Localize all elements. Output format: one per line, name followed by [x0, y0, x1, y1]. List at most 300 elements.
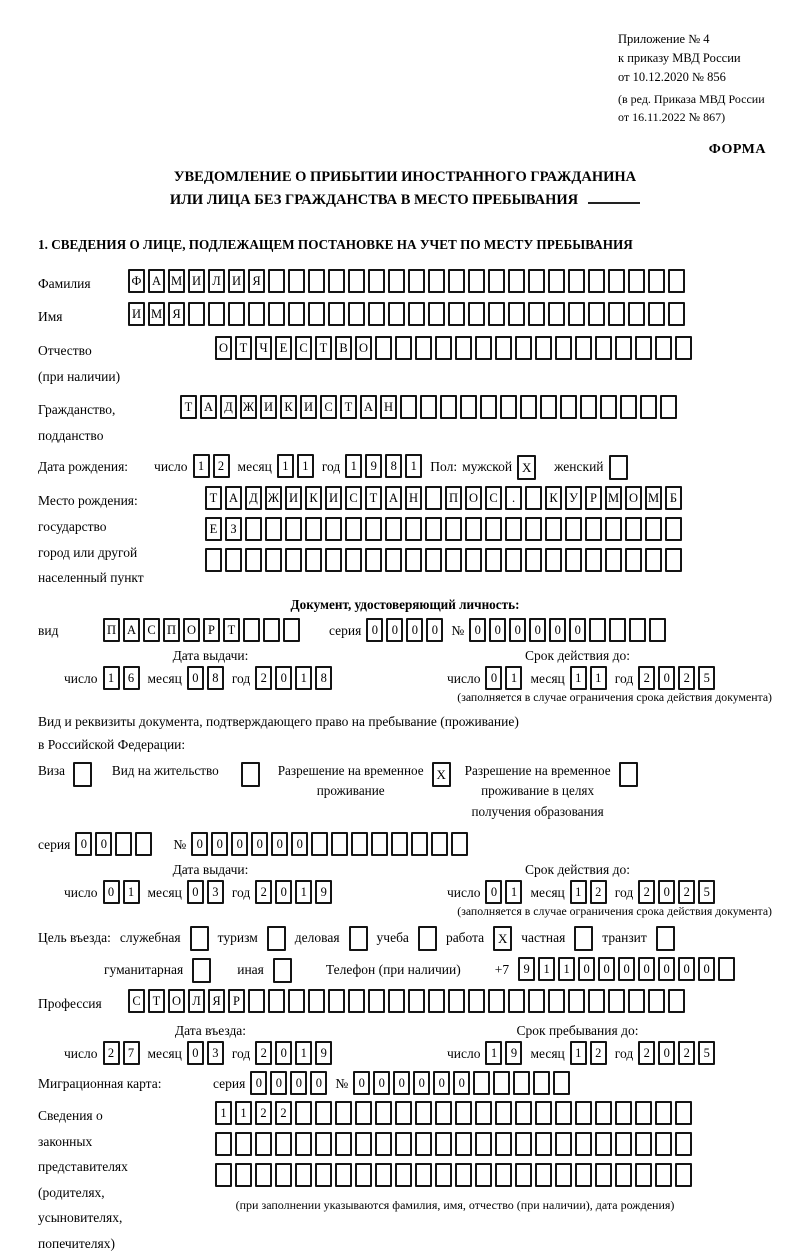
- char-cell[interactable]: [445, 548, 462, 572]
- doc-number-input[interactable]: [469, 618, 669, 642]
- char-cell[interactable]: [308, 302, 325, 326]
- issue-year-input[interactable]: [255, 666, 335, 690]
- char-cell[interactable]: [485, 548, 502, 572]
- char-cell[interactable]: [331, 832, 348, 856]
- char-cell[interactable]: [205, 548, 222, 572]
- char-cell[interactable]: 2: [590, 880, 607, 904]
- char-cell[interactable]: 0: [275, 1041, 292, 1065]
- char-cell[interactable]: [545, 548, 562, 572]
- char-cell[interactable]: Р: [203, 618, 220, 642]
- stay-day-input[interactable]: [485, 1041, 525, 1065]
- char-cell[interactable]: Ч: [255, 336, 272, 360]
- char-cell[interactable]: Т: [315, 336, 332, 360]
- char-cell[interactable]: [385, 548, 402, 572]
- char-cell[interactable]: [208, 302, 225, 326]
- char-cell[interactable]: 9: [315, 880, 332, 904]
- char-cell[interactable]: 8: [385, 454, 402, 478]
- char-cell[interactable]: [395, 1163, 412, 1187]
- representatives-line1-input[interactable]: [215, 1101, 695, 1125]
- char-cell[interactable]: 8: [315, 666, 332, 690]
- char-cell[interactable]: 0: [485, 880, 502, 904]
- char-cell[interactable]: [455, 1132, 472, 1156]
- char-cell[interactable]: С: [128, 989, 145, 1013]
- char-cell[interactable]: [513, 1071, 530, 1095]
- char-cell[interactable]: 0: [598, 957, 615, 981]
- char-cell[interactable]: [405, 517, 422, 541]
- char-cell[interactable]: [608, 269, 625, 293]
- char-cell[interactable]: [315, 1101, 332, 1125]
- birth-month-input[interactable]: [277, 454, 317, 478]
- char-cell[interactable]: Т: [365, 486, 382, 510]
- issue-month-input[interactable]: [187, 880, 227, 904]
- char-cell[interactable]: 9: [365, 454, 382, 478]
- char-cell[interactable]: Б: [665, 486, 682, 510]
- char-cell[interactable]: 2: [255, 1041, 272, 1065]
- char-cell[interactable]: [640, 395, 657, 419]
- char-cell[interactable]: [665, 517, 682, 541]
- char-cell[interactable]: [275, 1163, 292, 1187]
- char-cell[interactable]: 2: [255, 880, 272, 904]
- char-cell[interactable]: [508, 989, 525, 1013]
- char-cell[interactable]: И: [188, 269, 205, 293]
- char-cell[interactable]: Е: [275, 336, 292, 360]
- char-cell[interactable]: 0: [678, 957, 695, 981]
- char-cell[interactable]: 2: [255, 1101, 272, 1125]
- char-cell[interactable]: [553, 1071, 570, 1095]
- char-cell[interactable]: Т: [340, 395, 357, 419]
- char-cell[interactable]: [625, 517, 642, 541]
- char-cell[interactable]: [345, 517, 362, 541]
- char-cell[interactable]: [460, 395, 477, 419]
- char-cell[interactable]: [431, 832, 448, 856]
- char-cell[interactable]: А: [148, 269, 165, 293]
- char-cell[interactable]: [520, 395, 537, 419]
- char-cell[interactable]: [420, 395, 437, 419]
- visa-checkbox[interactable]: [73, 762, 92, 787]
- char-cell[interactable]: [388, 269, 405, 293]
- char-cell[interactable]: 0: [453, 1071, 470, 1095]
- char-cell[interactable]: [473, 1071, 490, 1095]
- char-cell[interactable]: 2: [678, 666, 695, 690]
- char-cell[interactable]: 0: [386, 618, 403, 642]
- char-cell[interactable]: 2: [678, 880, 695, 904]
- char-cell[interactable]: 1: [103, 666, 120, 690]
- char-cell[interactable]: [488, 302, 505, 326]
- char-cell[interactable]: [545, 517, 562, 541]
- char-cell[interactable]: Д: [245, 486, 262, 510]
- char-cell[interactable]: [345, 548, 362, 572]
- char-cell[interactable]: Н: [405, 486, 422, 510]
- char-cell[interactable]: [335, 1101, 352, 1125]
- char-cell[interactable]: [328, 269, 345, 293]
- char-cell[interactable]: 0: [211, 832, 228, 856]
- char-cell[interactable]: [565, 548, 582, 572]
- char-cell[interactable]: [235, 1163, 252, 1187]
- char-cell[interactable]: [468, 989, 485, 1013]
- char-cell[interactable]: Н: [380, 395, 397, 419]
- char-cell[interactable]: [588, 269, 605, 293]
- char-cell[interactable]: [655, 336, 672, 360]
- char-cell[interactable]: [115, 832, 132, 856]
- purpose-official-checkbox[interactable]: [190, 926, 209, 951]
- char-cell[interactable]: 1: [345, 454, 362, 478]
- char-cell[interactable]: [328, 989, 345, 1013]
- char-cell[interactable]: [488, 269, 505, 293]
- char-cell[interactable]: 0: [433, 1071, 450, 1095]
- char-cell[interactable]: [535, 1163, 552, 1187]
- char-cell[interactable]: П: [103, 618, 120, 642]
- char-cell[interactable]: 8: [207, 666, 224, 690]
- char-cell[interactable]: [668, 989, 685, 1013]
- char-cell[interactable]: [375, 1163, 392, 1187]
- issue-month-input[interactable]: [187, 666, 227, 690]
- char-cell[interactable]: [568, 269, 585, 293]
- char-cell[interactable]: 5: [698, 1041, 715, 1065]
- char-cell[interactable]: Т: [148, 989, 165, 1013]
- char-cell[interactable]: 2: [638, 1041, 655, 1065]
- char-cell[interactable]: [415, 336, 432, 360]
- char-cell[interactable]: [408, 269, 425, 293]
- char-cell[interactable]: [609, 618, 626, 642]
- char-cell[interactable]: 1: [295, 1041, 312, 1065]
- char-cell[interactable]: [628, 302, 645, 326]
- char-cell[interactable]: 1: [505, 880, 522, 904]
- char-cell[interactable]: [648, 302, 665, 326]
- char-cell[interactable]: [268, 269, 285, 293]
- char-cell[interactable]: 0: [250, 1071, 267, 1095]
- char-cell[interactable]: [515, 336, 532, 360]
- expiry-month-input[interactable]: [570, 880, 610, 904]
- char-cell[interactable]: 2: [213, 454, 230, 478]
- char-cell[interactable]: [315, 1132, 332, 1156]
- residence-permit-checkbox[interactable]: [241, 762, 260, 787]
- char-cell[interactable]: 7: [123, 1041, 140, 1065]
- char-cell[interactable]: [628, 269, 645, 293]
- char-cell[interactable]: [655, 1132, 672, 1156]
- char-cell[interactable]: 1: [405, 454, 422, 478]
- patronymic-input[interactable]: [215, 336, 695, 360]
- char-cell[interactable]: 0: [413, 1071, 430, 1095]
- char-cell[interactable]: М: [605, 486, 622, 510]
- male-checkbox[interactable]: X: [517, 455, 536, 480]
- char-cell[interactable]: [295, 1101, 312, 1125]
- char-cell[interactable]: [475, 1163, 492, 1187]
- char-cell[interactable]: 5: [698, 880, 715, 904]
- char-cell[interactable]: [263, 618, 280, 642]
- char-cell[interactable]: [325, 517, 342, 541]
- char-cell[interactable]: 2: [590, 1041, 607, 1065]
- char-cell[interactable]: П: [445, 486, 462, 510]
- char-cell[interactable]: [485, 517, 502, 541]
- char-cell[interactable]: [588, 302, 605, 326]
- char-cell[interactable]: [275, 1132, 292, 1156]
- char-cell[interactable]: [575, 1101, 592, 1125]
- purpose-study-checkbox[interactable]: [418, 926, 437, 951]
- char-cell[interactable]: Ж: [240, 395, 257, 419]
- char-cell[interactable]: [565, 517, 582, 541]
- char-cell[interactable]: [325, 548, 342, 572]
- char-cell[interactable]: Д: [220, 395, 237, 419]
- char-cell[interactable]: Т: [223, 618, 240, 642]
- char-cell[interactable]: [243, 618, 260, 642]
- char-cell[interactable]: 0: [310, 1071, 327, 1095]
- char-cell[interactable]: 2: [103, 1041, 120, 1065]
- char-cell[interactable]: В: [335, 336, 352, 360]
- char-cell[interactable]: [235, 1132, 252, 1156]
- char-cell[interactable]: 0: [509, 618, 526, 642]
- char-cell[interactable]: [415, 1101, 432, 1125]
- char-cell[interactable]: [451, 832, 468, 856]
- char-cell[interactable]: [435, 1101, 452, 1125]
- char-cell[interactable]: [428, 269, 445, 293]
- birth-day-input[interactable]: [193, 454, 233, 478]
- char-cell[interactable]: [248, 989, 265, 1013]
- char-cell[interactable]: О: [215, 336, 232, 360]
- entry-month-input[interactable]: [187, 1041, 227, 1065]
- char-cell[interactable]: 1: [215, 1101, 232, 1125]
- char-cell[interactable]: [675, 1163, 692, 1187]
- char-cell[interactable]: [675, 1132, 692, 1156]
- char-cell[interactable]: 2: [638, 666, 655, 690]
- char-cell[interactable]: [288, 269, 305, 293]
- char-cell[interactable]: [135, 832, 152, 856]
- char-cell[interactable]: [248, 302, 265, 326]
- char-cell[interactable]: З: [225, 517, 242, 541]
- issue-year-input[interactable]: [255, 880, 335, 904]
- char-cell[interactable]: [375, 1101, 392, 1125]
- char-cell[interactable]: [405, 548, 422, 572]
- char-cell[interactable]: 0: [366, 618, 383, 642]
- char-cell[interactable]: [468, 302, 485, 326]
- char-cell[interactable]: [415, 1163, 432, 1187]
- char-cell[interactable]: [428, 302, 445, 326]
- char-cell[interactable]: [285, 548, 302, 572]
- char-cell[interactable]: [408, 989, 425, 1013]
- char-cell[interactable]: [675, 336, 692, 360]
- stay-year-input[interactable]: [638, 1041, 718, 1065]
- char-cell[interactable]: 1: [485, 1041, 502, 1065]
- char-cell[interactable]: [435, 1163, 452, 1187]
- char-cell[interactable]: [268, 989, 285, 1013]
- char-cell[interactable]: [355, 1101, 372, 1125]
- purpose-business-checkbox[interactable]: [349, 926, 368, 951]
- char-cell[interactable]: [445, 517, 462, 541]
- char-cell[interactable]: [533, 1071, 550, 1095]
- char-cell[interactable]: [585, 548, 602, 572]
- char-cell[interactable]: [435, 1132, 452, 1156]
- stay-month-input[interactable]: [570, 1041, 610, 1065]
- char-cell[interactable]: О: [355, 336, 372, 360]
- char-cell[interactable]: 1: [193, 454, 210, 478]
- char-cell[interactable]: [375, 336, 392, 360]
- char-cell[interactable]: [375, 1132, 392, 1156]
- char-cell[interactable]: [428, 989, 445, 1013]
- char-cell[interactable]: 0: [231, 832, 248, 856]
- doc-series-input[interactable]: [366, 618, 446, 642]
- char-cell[interactable]: [315, 1163, 332, 1187]
- char-cell[interactable]: [475, 1101, 492, 1125]
- char-cell[interactable]: 0: [270, 1071, 287, 1095]
- char-cell[interactable]: [385, 517, 402, 541]
- char-cell[interactable]: [535, 1101, 552, 1125]
- char-cell[interactable]: [508, 269, 525, 293]
- char-cell[interactable]: [395, 1132, 412, 1156]
- char-cell[interactable]: 0: [658, 880, 675, 904]
- char-cell[interactable]: [228, 302, 245, 326]
- char-cell[interactable]: 0: [75, 832, 92, 856]
- char-cell[interactable]: [388, 989, 405, 1013]
- char-cell[interactable]: [589, 618, 606, 642]
- char-cell[interactable]: [540, 395, 557, 419]
- char-cell[interactable]: 0: [373, 1071, 390, 1095]
- char-cell[interactable]: [400, 395, 417, 419]
- char-cell[interactable]: [718, 957, 735, 981]
- rvp-checkbox[interactable]: X: [432, 762, 451, 787]
- char-cell[interactable]: [425, 517, 442, 541]
- char-cell[interactable]: С: [345, 486, 362, 510]
- issue-day-input[interactable]: [103, 880, 143, 904]
- char-cell[interactable]: О: [625, 486, 642, 510]
- char-cell[interactable]: [655, 1163, 672, 1187]
- char-cell[interactable]: 1: [505, 666, 522, 690]
- char-cell[interactable]: [493, 1071, 510, 1095]
- expiry-year-input[interactable]: [638, 880, 718, 904]
- char-cell[interactable]: [311, 832, 328, 856]
- char-cell[interactable]: [285, 517, 302, 541]
- char-cell[interactable]: [335, 1163, 352, 1187]
- char-cell[interactable]: 0: [275, 880, 292, 904]
- representatives-line3-input[interactable]: [215, 1163, 695, 1187]
- char-cell[interactable]: [668, 269, 685, 293]
- char-cell[interactable]: М: [148, 302, 165, 326]
- char-cell[interactable]: [528, 269, 545, 293]
- char-cell[interactable]: [580, 395, 597, 419]
- char-cell[interactable]: 1: [570, 1041, 587, 1065]
- char-cell[interactable]: А: [360, 395, 377, 419]
- char-cell[interactable]: [455, 336, 472, 360]
- char-cell[interactable]: И: [228, 269, 245, 293]
- char-cell[interactable]: [555, 336, 572, 360]
- char-cell[interactable]: [575, 336, 592, 360]
- char-cell[interactable]: 9: [518, 957, 535, 981]
- char-cell[interactable]: [335, 1132, 352, 1156]
- char-cell[interactable]: 6: [123, 666, 140, 690]
- char-cell[interactable]: Я: [168, 302, 185, 326]
- char-cell[interactable]: Т: [205, 486, 222, 510]
- char-cell[interactable]: [585, 517, 602, 541]
- char-cell[interactable]: [668, 302, 685, 326]
- char-cell[interactable]: И: [128, 302, 145, 326]
- char-cell[interactable]: 0: [569, 618, 586, 642]
- char-cell[interactable]: [665, 548, 682, 572]
- char-cell[interactable]: [628, 989, 645, 1013]
- char-cell[interactable]: 0: [485, 666, 502, 690]
- char-cell[interactable]: [595, 1163, 612, 1187]
- char-cell[interactable]: [288, 989, 305, 1013]
- char-cell[interactable]: М: [168, 269, 185, 293]
- char-cell[interactable]: [615, 336, 632, 360]
- char-cell[interactable]: 0: [291, 832, 308, 856]
- char-cell[interactable]: [615, 1132, 632, 1156]
- char-cell[interactable]: [368, 302, 385, 326]
- purpose-other-checkbox[interactable]: [273, 958, 292, 983]
- char-cell[interactable]: [648, 269, 665, 293]
- char-cell[interactable]: [525, 517, 542, 541]
- char-cell[interactable]: [620, 395, 637, 419]
- char-cell[interactable]: [255, 1132, 272, 1156]
- char-cell[interactable]: Л: [188, 989, 205, 1013]
- char-cell[interactable]: [660, 395, 677, 419]
- char-cell[interactable]: [568, 989, 585, 1013]
- char-cell[interactable]: [608, 989, 625, 1013]
- char-cell[interactable]: [295, 1163, 312, 1187]
- char-cell[interactable]: 0: [698, 957, 715, 981]
- entry-day-input[interactable]: [103, 1041, 143, 1065]
- char-cell[interactable]: [480, 395, 497, 419]
- birth-year-input[interactable]: [345, 454, 425, 478]
- char-cell[interactable]: [455, 1101, 472, 1125]
- char-cell[interactable]: [448, 989, 465, 1013]
- char-cell[interactable]: [605, 517, 622, 541]
- char-cell[interactable]: .: [505, 486, 522, 510]
- purpose-private-checkbox[interactable]: [574, 926, 593, 951]
- char-cell[interactable]: 9: [315, 1041, 332, 1065]
- char-cell[interactable]: 0: [353, 1071, 370, 1095]
- char-cell[interactable]: [515, 1132, 532, 1156]
- char-cell[interactable]: [455, 1163, 472, 1187]
- char-cell[interactable]: [348, 269, 365, 293]
- char-cell[interactable]: [555, 1163, 572, 1187]
- char-cell[interactable]: [515, 1163, 532, 1187]
- citizenship-input[interactable]: [180, 395, 680, 419]
- migration-series-input[interactable]: [250, 1071, 330, 1095]
- char-cell[interactable]: 0: [393, 1071, 410, 1095]
- char-cell[interactable]: [495, 336, 512, 360]
- char-cell[interactable]: К: [280, 395, 297, 419]
- issue-day-input[interactable]: [103, 666, 143, 690]
- char-cell[interactable]: [645, 517, 662, 541]
- char-cell[interactable]: 0: [103, 880, 120, 904]
- char-cell[interactable]: [391, 832, 408, 856]
- char-cell[interactable]: 0: [489, 618, 506, 642]
- char-cell[interactable]: М: [645, 486, 662, 510]
- birthplace-line1-input[interactable]: [205, 486, 685, 510]
- char-cell[interactable]: [505, 548, 522, 572]
- residence-number-input[interactable]: [191, 832, 471, 856]
- char-cell[interactable]: [495, 1163, 512, 1187]
- char-cell[interactable]: [305, 548, 322, 572]
- char-cell[interactable]: 0: [549, 618, 566, 642]
- char-cell[interactable]: [505, 517, 522, 541]
- char-cell[interactable]: 1: [570, 880, 587, 904]
- char-cell[interactable]: [415, 1132, 432, 1156]
- char-cell[interactable]: [435, 336, 452, 360]
- char-cell[interactable]: 0: [426, 618, 443, 642]
- char-cell[interactable]: [548, 989, 565, 1013]
- char-cell[interactable]: И: [260, 395, 277, 419]
- char-cell[interactable]: 1: [235, 1101, 252, 1125]
- char-cell[interactable]: 1: [295, 880, 312, 904]
- char-cell[interactable]: [288, 302, 305, 326]
- char-cell[interactable]: [283, 618, 300, 642]
- char-cell[interactable]: [245, 548, 262, 572]
- char-cell[interactable]: [408, 302, 425, 326]
- doc-kind-input[interactable]: [103, 618, 303, 642]
- char-cell[interactable]: 0: [658, 957, 675, 981]
- char-cell[interactable]: 3: [207, 1041, 224, 1065]
- char-cell[interactable]: [600, 395, 617, 419]
- char-cell[interactable]: 0: [578, 957, 595, 981]
